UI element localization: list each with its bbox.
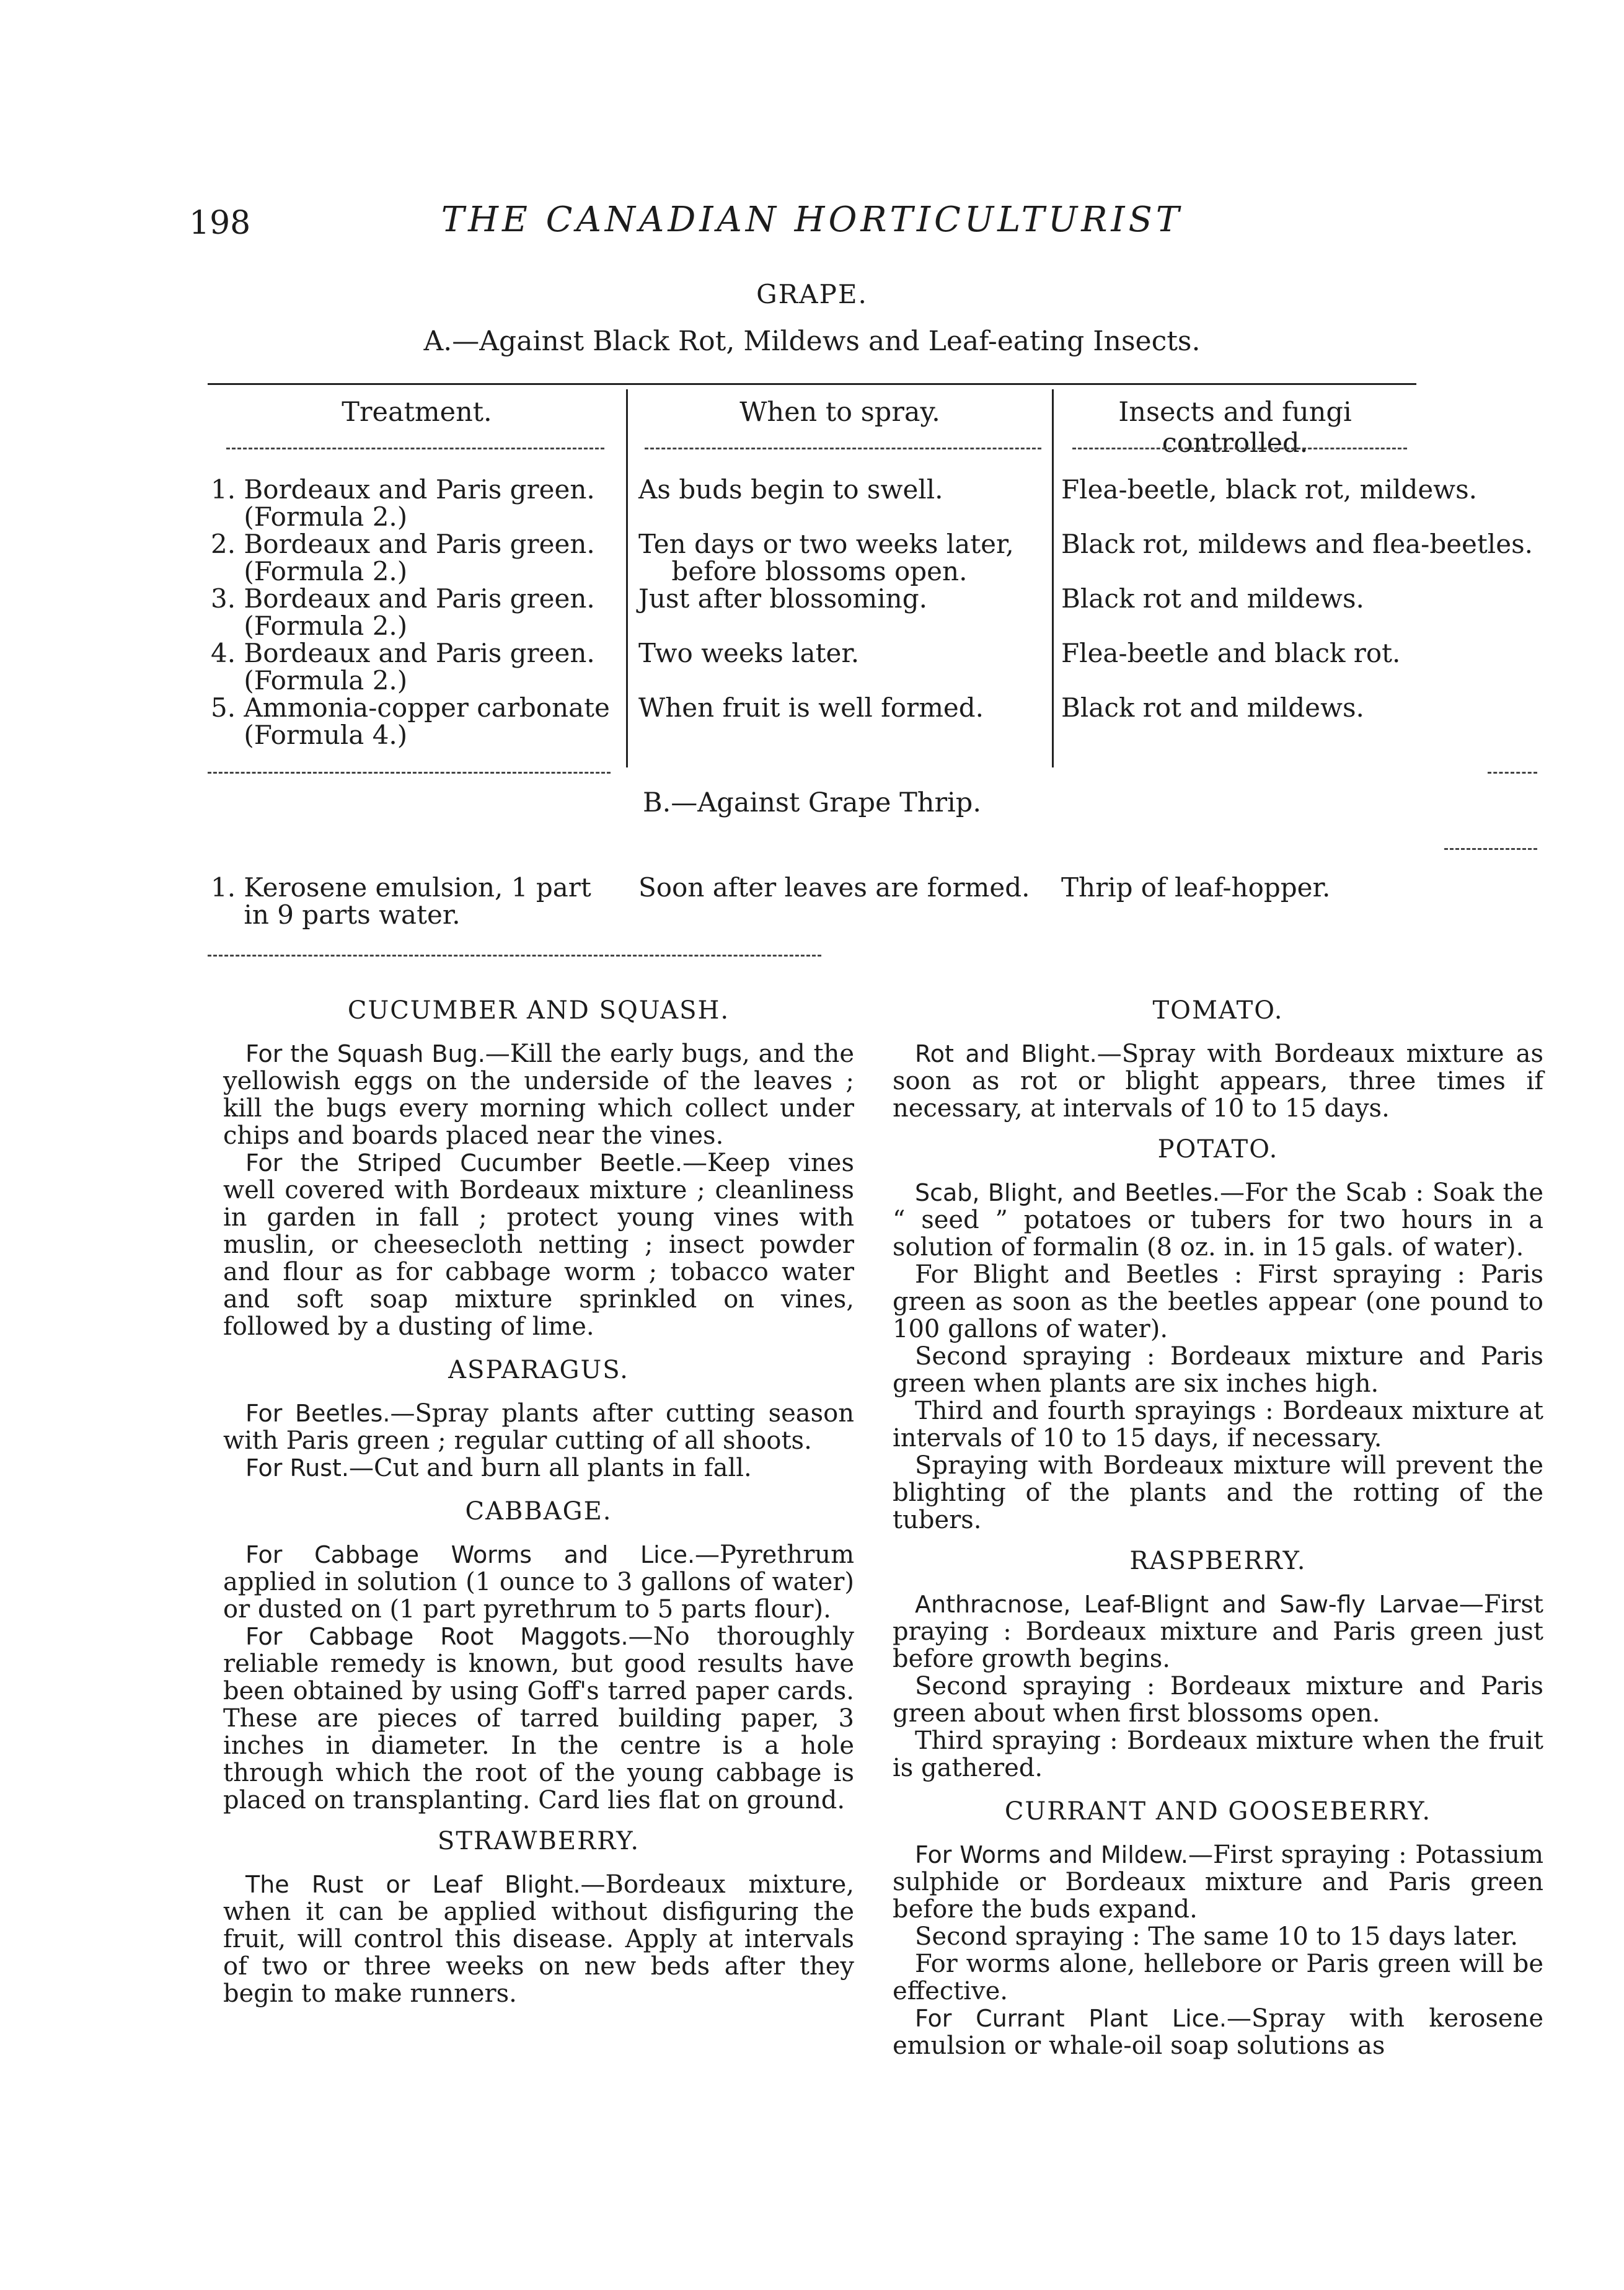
table-top-rule bbox=[208, 383, 1416, 385]
cucumber-1-text: —Kill the early bugs, and the yellowish eggs on the underside of the leaves ; kill the bugs every morning which collect under chips and boards placed near the vines. bbox=[223, 1040, 855, 1150]
cabbage-title: CABBAGE. bbox=[465, 1497, 612, 1526]
strawberry-1-lead: The Rust or Leaf Blight. bbox=[245, 1871, 581, 1898]
row-2-controlled: Black rot, mildews and flea-beetles. bbox=[1061, 529, 1533, 559]
currant-1-lead: For Worms and Mildew. bbox=[915, 1841, 1188, 1868]
currant-4-lead: For Currant Plant Lice. bbox=[915, 2005, 1227, 2032]
raspberry-title: RASPBERRY. bbox=[1129, 1547, 1307, 1575]
column-header-when: When to spray. bbox=[739, 397, 940, 428]
row-4-treatment: 4. Bordeaux and Paris green. (Formula 2.) bbox=[211, 638, 595, 696]
cabbage-1-lead: For Cabbage Worms and Lice. bbox=[245, 1541, 695, 1568]
page-number: 198 bbox=[189, 205, 251, 242]
potato-paragraph-2: For Blight and Beetles : First spraying : Paris green as soon as the beetles appear (one pound to 100 gallons of water). bbox=[893, 1260, 1543, 1343]
potato-paragraph-1 bbox=[893, 1179, 1543, 1261]
row-5-when: When fruit is well formed. bbox=[638, 692, 984, 723]
cucumber-title: CUCUMBER AND SQUASH. bbox=[347, 996, 730, 1025]
asparagus-2-text: —Cut and burn all plants in fall. bbox=[349, 1454, 752, 1482]
currant-paragraph-2: Second spraying : The same 10 to 15 days later. bbox=[915, 1922, 1519, 1951]
asparagus-paragraph-2 bbox=[223, 1454, 854, 1482]
section-divider bbox=[208, 955, 821, 957]
cucumber-1-lead: For the Squash Bug. bbox=[245, 1040, 485, 1068]
raspberry-1-text: —First praying : Bordeaux mixture and Paris green just before growth begins. bbox=[893, 1590, 1543, 1673]
thrip-treatment: 1. Kerosene emulsion, 1 part in 9 parts water. bbox=[211, 872, 591, 930]
asparagus-1-lead: For Beetles. bbox=[245, 1400, 391, 1427]
currant-1-text: —First spraying : Potassium sulphide or Bordeaux mixture and Paris green before the buds expand. bbox=[893, 1841, 1543, 1924]
cabbage-paragraph-2 bbox=[223, 1623, 854, 1814]
tomato-1-lead: Rot and Blight. bbox=[915, 1040, 1097, 1068]
header-underline-1 bbox=[226, 448, 604, 449]
cucumber-paragraph-1 bbox=[223, 1040, 854, 1149]
journal-title: THE CANADIAN HORTICULTURIST bbox=[441, 200, 1183, 240]
grape-title: GRAPE. bbox=[756, 279, 868, 309]
cabbage-2-lead: For Cabbage Root Maggots. bbox=[245, 1623, 629, 1650]
row-4-when: Two weeks later. bbox=[638, 638, 860, 668]
cabbage-2-text: —No thoroughly reliable remedy is known, but good results have been obtained by using Goff's tarred paper cards. These are pieces of tarred building paper, 3 inches in diameter. In the centre is a hole through which the root of the young cabbage is placed on transplanting. Card lies flat on ground. bbox=[223, 1622, 854, 1815]
tomato-1-text: —Spray with Bordeaux mixture as soon as rot or blight appears, three times if necessary, at intervals of 10 to 15 days. bbox=[893, 1040, 1543, 1123]
cabbage-paragraph-1 bbox=[223, 1541, 854, 1623]
potato-title: POTATO. bbox=[1157, 1135, 1279, 1164]
left-column bbox=[223, 997, 854, 2007]
raspberry-1-lead: Anthracnose, Leaf-Blignt and Saw-fly Larvae bbox=[915, 1591, 1459, 1618]
currant-4-text: —Spray with kerosene emulsion or whale-oil soap solutions as bbox=[893, 2004, 1543, 2060]
header-underline-3 bbox=[1072, 448, 1407, 449]
header-underline-2 bbox=[645, 448, 1041, 449]
row-5-treatment: 5. Ammonia-copper carbonate (Formula 4.) bbox=[211, 692, 610, 750]
potato-1-text: —For the Scab : Soak the “ seed ” potatoes or tubers for two hours in a solution of formalin (8 oz. in. in 15 gals. of water). bbox=[893, 1178, 1543, 1262]
strawberry-paragraph-1 bbox=[223, 1871, 854, 2007]
column-header-treatment: Treatment. bbox=[342, 397, 492, 428]
thrip-top-rule bbox=[1444, 848, 1537, 850]
thrip-controlled: Thrip of leaf-hopper. bbox=[1061, 872, 1331, 903]
asparagus-2-lead: For Rust. bbox=[245, 1454, 350, 1482]
currant-paragraph-4 bbox=[893, 2005, 1543, 2059]
currant-title: CURRANT AND GOOSEBERRY. bbox=[1004, 1797, 1432, 1826]
asparagus-title: ASPARAGUS. bbox=[448, 1356, 629, 1384]
asparagus-1-text: —Spray plants after cutting season with Paris green ; regular cutting of all shoots. bbox=[223, 1399, 855, 1455]
row-2-when: Ten days or two weeks later, before blossoms open. bbox=[638, 529, 1014, 586]
table-bottom-rule-right bbox=[1488, 772, 1537, 774]
cucumber-2-lead: For the Striped Cucumber Beetle. bbox=[245, 1149, 683, 1177]
raspberry-paragraph-3: Third spraying : Bordeaux mixture when the fruit is gathered. bbox=[893, 1726, 1543, 1782]
potato-paragraph-3: Second spraying : Bordeaux mixture and Paris green when plants are six inches high. bbox=[893, 1342, 1543, 1398]
row-1-controlled: Flea-beetle, black rot, mildews. bbox=[1061, 474, 1478, 505]
strawberry-1-text: —Bordeaux mixture, when it can be applied without disfiguring the fruit, will control this disease. Apply at intervals of two or three weeks on new beds after they begin to make runners. bbox=[223, 1870, 854, 2008]
grape-section-a-title: A.—Against Black Rot, Mildews and Leaf-eating Insects. bbox=[423, 325, 1201, 357]
potato-paragraph-4: Third and fourth sprayings : Bordeaux mixture at intervals of 10 to 15 days, if necessary. bbox=[893, 1397, 1543, 1452]
row-1-treatment: 1. Bordeaux and Paris green. (Formula 2.) bbox=[211, 474, 595, 532]
thrip-when: Soon after leaves are formed. bbox=[638, 872, 1030, 903]
currant-paragraph-1 bbox=[893, 1841, 1543, 1923]
right-column bbox=[893, 997, 1543, 2059]
row-5-controlled: Black rot and mildews. bbox=[1061, 692, 1364, 723]
asparagus-paragraph-1 bbox=[223, 1400, 854, 1454]
grape-section-b-title: B.—Against Grape Thrip. bbox=[642, 787, 981, 818]
raspberry-paragraph-2: Second spraying : Bordeaux mixture and Paris green about when first blossoms open. bbox=[893, 1672, 1543, 1728]
row-2-treatment: 2. Bordeaux and Paris green. (Formula 2.) bbox=[211, 529, 595, 586]
row-1-when: As buds begin to swell. bbox=[638, 474, 943, 505]
tomato-paragraph-1 bbox=[893, 1040, 1543, 1122]
row-3-treatment: 3. Bordeaux and Paris green. (Formula 2.) bbox=[211, 583, 595, 641]
cucumber-paragraph-2 bbox=[223, 1149, 854, 1340]
potato-1-lead: Scab, Blight, and Beetles. bbox=[915, 1179, 1220, 1206]
raspberry-paragraph-1 bbox=[893, 1591, 1543, 1673]
row-4-controlled: Flea-beetle and black rot. bbox=[1061, 638, 1401, 668]
row-3-when: Just after blossoming. bbox=[638, 583, 927, 614]
column-header-controlled: Insects and fungi controlled. bbox=[1118, 397, 1352, 459]
table-bottom-rule-left bbox=[208, 772, 611, 774]
potato-paragraph-5: Spraying with Bordeaux mixture will prevent the blighting of the plants and the rotting of the tubers. bbox=[893, 1451, 1543, 1534]
tomato-title: TOMATO. bbox=[1152, 996, 1284, 1025]
row-3-controlled: Black rot and mildews. bbox=[1061, 583, 1364, 614]
table-divider-1 bbox=[626, 389, 628, 767]
currant-paragraph-3: For worms alone, hellebore or Paris green will be effective. bbox=[893, 1950, 1543, 2005]
cucumber-2-text: —Keep vines well covered with Bordeaux mixture ; cleanliness in garden in fall ; protect young vines with muslin, or cheesecloth netting ; insect powder and flour as for cabbage worm ; tobacco water and soft soap mixture sprinkled on vines, followed by a dusting of lime. bbox=[223, 1149, 855, 1341]
strawberry-title: STRAWBERRY. bbox=[437, 1827, 640, 1855]
cabbage-1-text: —Pyrethrum applied in solution (1 ounce to 3 gallons of water) or dusted on (1 part pyrethrum to 5 parts flour). bbox=[223, 1541, 854, 1624]
